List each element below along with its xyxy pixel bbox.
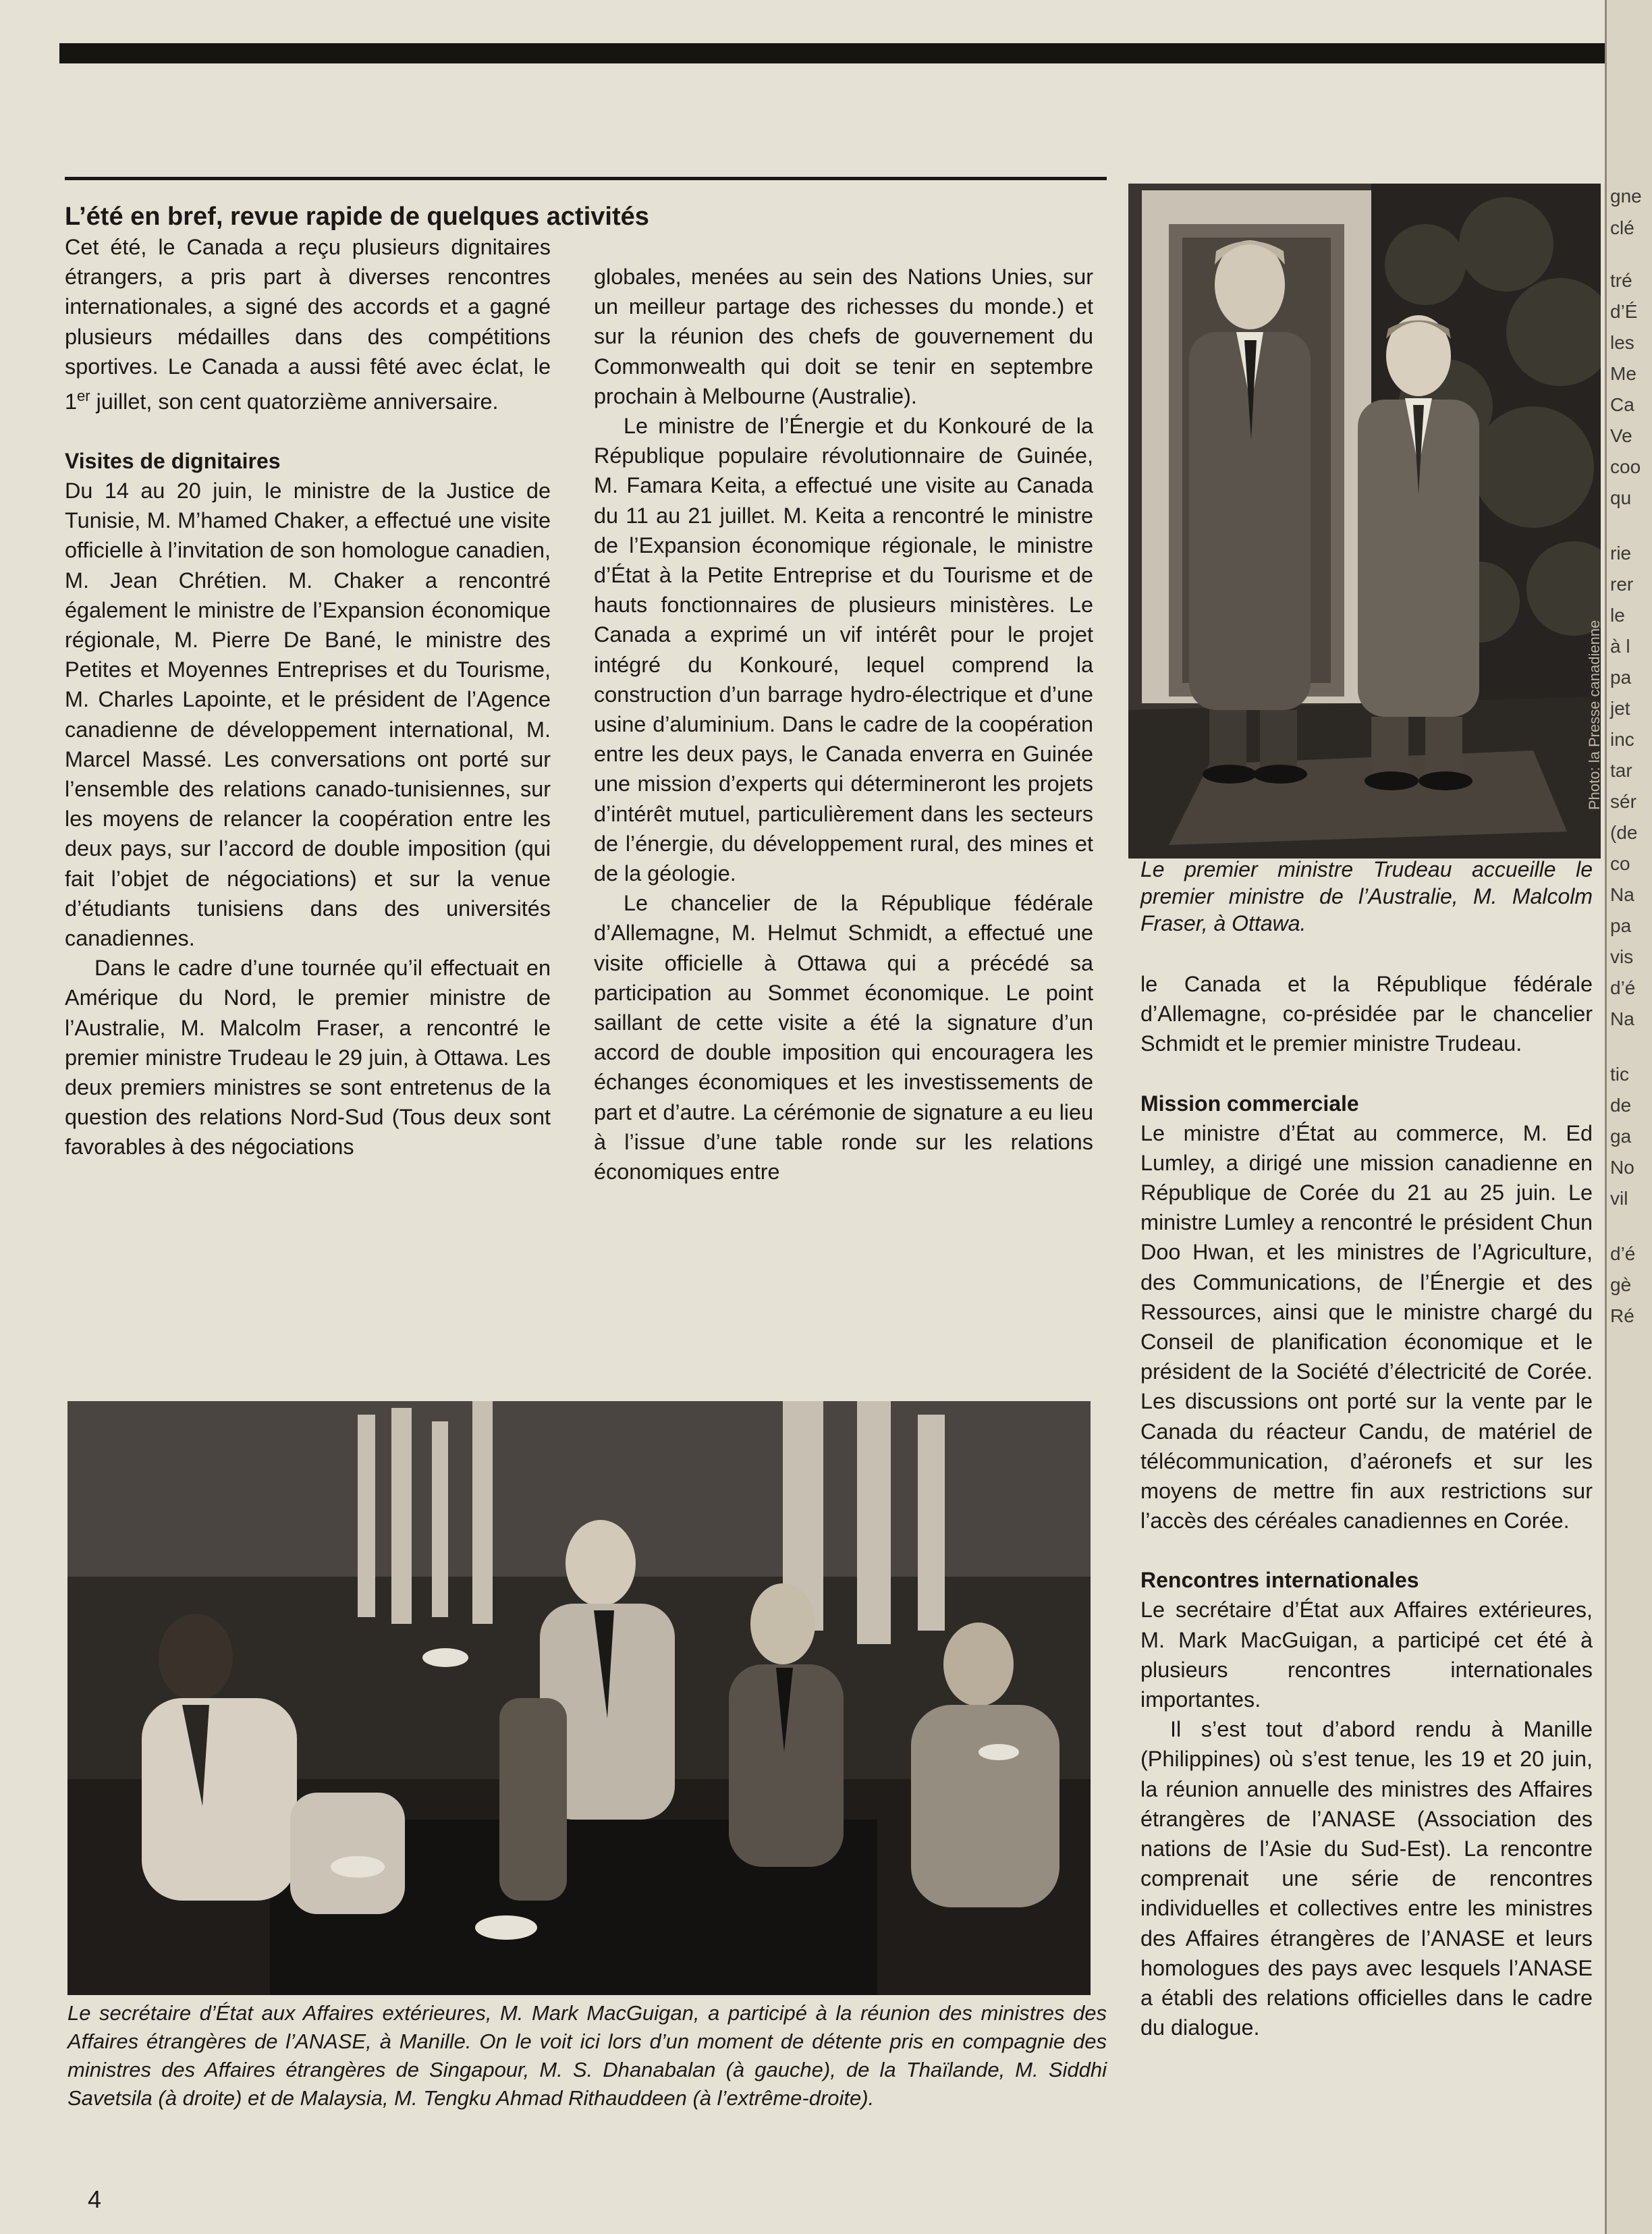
- column-2: [594, 262, 1093, 1187]
- next-page-fragment: rie: [1610, 543, 1632, 564]
- next-page-fragment: d’é: [1610, 1243, 1636, 1264]
- next-page-fragment: gne: [1610, 186, 1642, 207]
- column-1: [65, 232, 551, 1162]
- next-page-fragment: rer: [1610, 574, 1634, 595]
- next-page-fragment: clé: [1610, 217, 1634, 238]
- paragraph: globales, menées au sein des Nations Unies, sur un meilleur partage des richesses du monde.) et sur la réunion des chefs de gouvernement du Commonwealth qui doit se tenir en septembre prochain à Melbourne (Australie).: [594, 265, 1093, 408]
- top-rule: [59, 43, 1612, 63]
- next-page-fragment: Ve: [1610, 425, 1632, 446]
- section-heading-mission: Mission commerciale: [1140, 1091, 1359, 1116]
- next-page-fragment: vil: [1610, 1188, 1628, 1209]
- caption-trudeau-fraser: Le premier ministre Trudeau accueille le premier ministre de l’Australie, M. Malcolm Fraser, à Ottawa.: [1140, 857, 1593, 935]
- section-heading-rencontres: Rencontres internationales: [1140, 1568, 1419, 1593]
- section-heading-visites: Visites de dignitaires: [65, 449, 281, 474]
- next-page-fragment: sér: [1610, 791, 1636, 812]
- next-page-fragment: les: [1610, 332, 1634, 353]
- next-page-fragment: Na: [1610, 1008, 1634, 1029]
- page-number: 4: [88, 2185, 102, 2213]
- next-page-fragment: tré: [1610, 270, 1632, 291]
- next-page-fragment: ga: [1610, 1126, 1632, 1147]
- superscript: er: [77, 387, 90, 405]
- photo-anase-ministers: [67, 1401, 1091, 1995]
- paragraph: le Canada et la République fédérale d’Allemagne, co-présidée par le chancelier Schmidt et le premier ministre Trudeau.: [1140, 972, 1593, 1056]
- next-page-fragment: d’É: [1610, 301, 1638, 322]
- next-page-fragment: tar: [1610, 760, 1632, 781]
- next-page-fragment: qu: [1610, 487, 1632, 508]
- headline-rule: [65, 177, 1107, 180]
- next-page-fragment: co: [1610, 853, 1630, 874]
- next-page-fragment: pa: [1610, 667, 1632, 688]
- next-page-fragment: Ca: [1610, 394, 1634, 415]
- page-headline: L’été en bref, revue rapide de quelques activités: [65, 202, 649, 231]
- next-page-fragment: le: [1610, 605, 1625, 626]
- next-page-fragment: inc: [1610, 729, 1634, 750]
- caption-anase-ministers: Le secrétaire d’État aux Affaires extérieures, M. Mark MacGuigan, a participé à la réunion des ministres des Affaires étrangères de l’ANASE, à Manille. On le voit ici lors d’un moment de détente pris en compagnie des ministres des Affaires étrangères de Singapour, M. S. Dhanabalan (à gauche), de la Thaïlande, M. Siddhi Savetsila (à droite) et de Malaysia, M. Tengku Ahmad Rithauddeen (à l’extrême-droite).: [67, 2001, 1107, 2110]
- photo-credit-text: Photo: la Presse canadienne: [1586, 620, 1603, 810]
- next-page-fragment: à l: [1610, 636, 1630, 657]
- next-page-fragment: Na: [1610, 884, 1634, 905]
- next-page-fragment: tic: [1610, 1064, 1629, 1085]
- paragraph: Dans le cadre d’une tournée qu’il effectuait en Amérique du Nord, le premier ministre de l’Australie, M. Malcolm Fraser, a rencontré le premier ministre Trudeau le 29 juin, à Ottawa. Les deux premiers ministres se sont entretenus de la question des relations Nord-Sud (Tous deux sont favorables à des négociations: [65, 956, 551, 1160]
- paragraph: Le ministre d’État au commerce, M. Ed Lumley, a dirigé une mission canadienne en République de Corée du 21 au 25 juin. Le ministre Lumley a rencontré le président Chun Doo Hwan, et les ministres de l’Agriculture, des Communications, de l’Énergie et des Ressources, ainsi que le ministre chargé du Conseil de planification économique et le président de la Société d’électricité de Corée. Les discussions ont porté sur la vente par le Canada du réacteur Candu, de matériel de télécommunication, d’aéronefs et sur les moyens de mettre fin aux restrictions sur l’accès des céréales canadiennes en Corée.: [1140, 1120, 1593, 1533]
- intro-paragraph: Cet été, le Canada a reçu plusieurs dignitaires étrangers, a pris part à diverses rencontres internationales, a signé des accords et a gagné plusieurs médailles dans des compétitions sportives. Le Canada a aussi fêté avec éclat, le 1er juillet, son cent quatorzième anniversaire.: [65, 235, 551, 414]
- photo-trudeau-fraser-image: [1128, 184, 1601, 859]
- next-page-fragment: vis: [1610, 946, 1634, 967]
- paragraph: Le chancelier de la République fédérale d’Allemagne, M. Helmut Schmidt, a effectué une visite officielle à Ottawa qui a précédé sa participation au Sommet économique. Le point saillant de cette visite a été la signature d’un accord de double imposition qui encouragera les échanges économiques et les investissements de part et d’autre. La cérémonie de signature a eu lieu à l’issue d’une table ronde sur les relations économiques entre: [594, 891, 1093, 1184]
- next-page-fragment: de: [1610, 1095, 1632, 1116]
- next-page-fragment: pa: [1610, 915, 1632, 936]
- next-page-fragment: (de: [1610, 822, 1638, 843]
- next-page-fragment: jet: [1610, 698, 1630, 719]
- next-page-fragment: No: [1610, 1157, 1634, 1178]
- photo-anase-ministers-image: [67, 1401, 1091, 1995]
- photo-trudeau-fraser: [1128, 184, 1601, 859]
- next-page-fragment: coo: [1610, 456, 1641, 477]
- paragraph: Du 14 au 20 juin, le ministre de la Justice de Tunisie, M. M’hamed Chaker, a effectué une visite officielle à l’invitation de son homologue canadien, M. Jean Chrétien. M. Chaker a rencontré également le ministre de l’Expansion économique régionale, M. Pierre De Bané, le ministre des Petites et Moyennes Entreprises et du Tourisme, M. Charles Lapointe, et le président de l’Agence canadienne de développement international, M. Marcel Massé. Les conversations ont porté sur l’ensemble des relations canado-tunisiennes, sur les moyens de relancer la coopération entre les deux pays, sur l’accord de double imposition (qui fait l’objet de négociations) et sur la venue d’étudiants tunisiens dans des universités canadiennes.: [65, 479, 551, 951]
- next-page-fragment: gè: [1610, 1274, 1632, 1295]
- paragraph: Le secrétaire d’État aux Affaires extérieures, M. Mark MacGuigan, a participé cet été à plusieurs rencontres internationales importantes.: [1140, 1598, 1593, 1712]
- next-page-fragment: Me: [1610, 363, 1636, 384]
- next-page-fragment: d’é: [1610, 977, 1636, 998]
- paragraph: Le ministre de l’Énergie et du Konkouré de la République populaire révolutionnaire de Guinée, M. Famara Keita, a effectué une visite au Canada du 11 au 21 juillet. M. Keita a rencontré le ministre de l’Expansion économique régionale, le ministre d’État à la Petite Entreprise et du Tourisme et de hauts fonctionnaires de plusieurs ministères. Le Canada a exprimé un vif intérêt pour le projet intégré du Konkouré, lequel comprend la construction d’un barrage hydro-électrique et d’une usine d’aluminium. Dans le cadre de la coopération entre les deux pays, le Canada enverra en Guinée une mission d’experts qui détermineront les projets d’intérêt mutuel, particulièrement dans les secteurs de l’énergie, du développement rural, des mines et de la géologie.: [594, 414, 1093, 886]
- paragraph: Il s’est tout d’abord rendu à Manille (Philippines) où s’est tenue, les 19 et 20 juin, la réunion annuelle des ministres des Affaires étrangères de l’ANASE (Association des nations de l’Asie du Sud-Est). La rencontre comprenait une série de rencontres individuelles et collectives entre les ministres des Affaires étrangères de l’ANASE et leurs homologues des pays avec lesquels l’ANASE a établi des relations officielles dans le cadre du dialogue.: [1140, 1717, 1593, 2040]
- photo-credit: [1582, 526, 1609, 810]
- column-3: [1140, 969, 1593, 2043]
- next-page-fragment: Ré: [1610, 1305, 1634, 1326]
